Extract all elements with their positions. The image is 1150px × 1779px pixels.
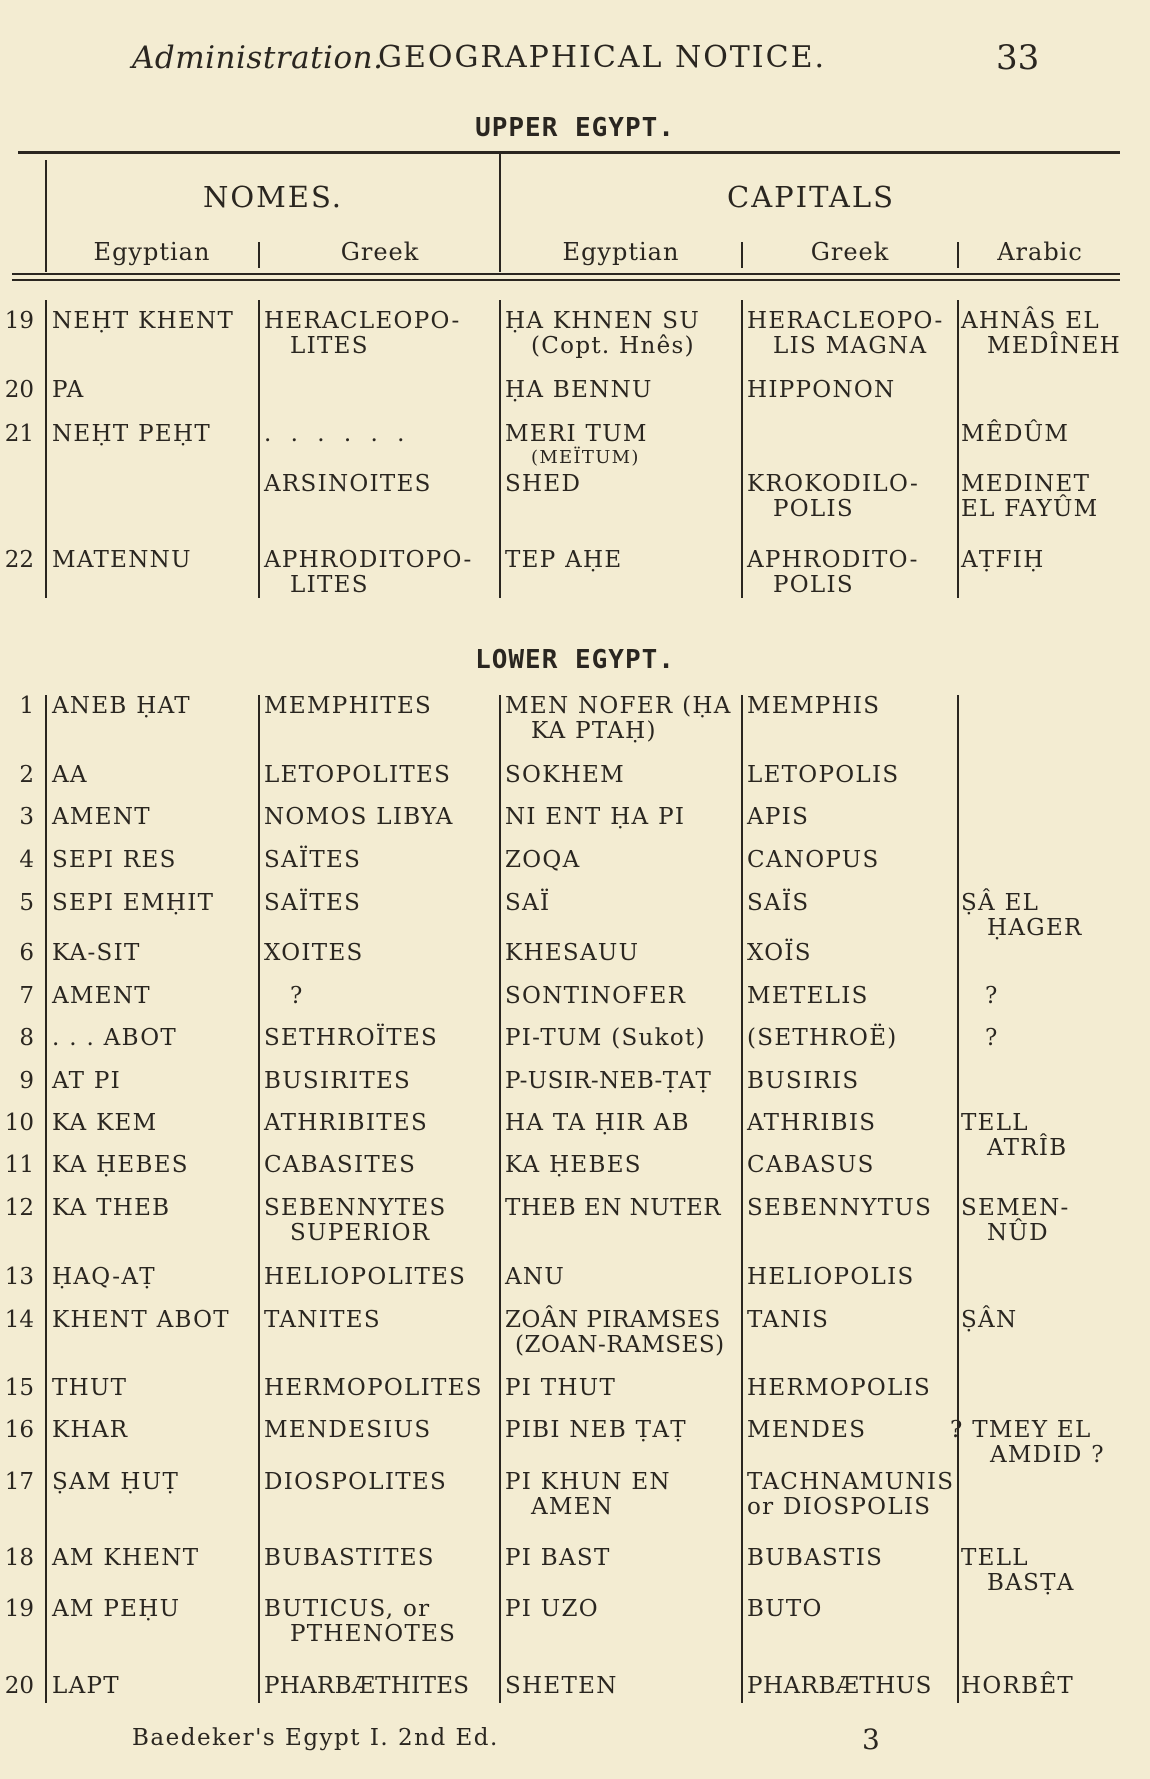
nome-egyptian: AMENT — [52, 804, 151, 830]
nome-number: 21 — [4, 421, 34, 447]
nome-number: 10 — [4, 1110, 34, 1136]
nome-greek: TANITES — [264, 1307, 381, 1333]
nome-egyptian: KA-SIT — [52, 940, 141, 966]
nome-number: 11 — [4, 1152, 34, 1178]
capital-greek: BUTO — [747, 1596, 823, 1622]
lower-rule-2 — [258, 695, 260, 1703]
nome-greek: NOMOS LIBYA — [264, 804, 454, 830]
capital-greek: ATHRIBIS — [747, 1110, 877, 1136]
capital-egyptian: PI THUT — [505, 1375, 617, 1401]
upper-rule-4 — [741, 300, 743, 598]
nome-egyptian: LAPT — [52, 1673, 120, 1699]
lower-rule-1 — [45, 695, 47, 1703]
nome-egyptian: KHENT ABOT — [52, 1307, 230, 1333]
capital-arabic: ? — [985, 1025, 999, 1051]
nome-egyptian: KA KEM — [52, 1110, 158, 1136]
upper-rule-3 — [499, 300, 501, 598]
upper-rule-1 — [45, 300, 47, 598]
table-top-rule — [18, 151, 1120, 154]
capital-greek: LETOPOLIS — [747, 762, 900, 788]
nome-egyptian: SEPI RES — [52, 847, 177, 873]
nome-greek: HELIOPOLITES — [264, 1264, 467, 1290]
nome-greek: BUBASTITES — [264, 1545, 435, 1571]
nome-greek: DIOSPOLITES — [264, 1469, 448, 1495]
capital-egyptian: KA ḤEBES — [505, 1152, 642, 1178]
header-divider-left — [45, 160, 47, 272]
nome-egyptian: AT PI — [52, 1068, 122, 1094]
subhead-capital-egyptian: Egyptian — [562, 238, 680, 266]
capital-arabic: ? — [985, 983, 999, 1009]
header-divider-middle — [499, 154, 501, 272]
nome-greek: . . . . . . — [264, 421, 411, 447]
nome-egyptian: NEḤT KHENT — [52, 308, 235, 334]
nome-egyptian: . . . ABOT — [52, 1025, 178, 1051]
nome-number: 2 — [19, 762, 34, 788]
upper-egypt-heading: UPPER EGYPT. — [475, 113, 675, 143]
capital-greek: KROKODILO- POLIS — [747, 471, 920, 522]
capital-egyptian: PI UZO — [505, 1596, 599, 1622]
capital-greek: MENDES — [747, 1417, 867, 1443]
capital-greek: HELIOPOLIS — [747, 1264, 915, 1290]
capital-greek: BUSIRIS — [747, 1068, 860, 1094]
nome-number: 7 — [19, 983, 34, 1009]
nome-number: 9 — [19, 1068, 34, 1094]
nome-greek: XOITES — [264, 940, 364, 966]
nome-greek: PHARBÆTHITES — [264, 1673, 470, 1699]
capital-arabic: SEMEN- NÛD — [961, 1195, 1070, 1246]
subhead-nome-egyptian: Egyptian — [93, 238, 211, 266]
capital-egyptian: SHED — [505, 471, 582, 497]
nome-greek: HERACLEOPO- LITES — [264, 308, 461, 359]
nome-number: 1 — [19, 693, 34, 719]
capital-egyptian: TEP AḤE — [505, 547, 623, 573]
capital-greek: BUBASTIS — [747, 1545, 884, 1571]
capital-greek: HERMOPOLIS — [747, 1375, 932, 1401]
nome-number: 14 — [4, 1307, 34, 1333]
capital-arabic: ṢÂN — [961, 1307, 1018, 1333]
header-divider-nomes — [258, 242, 260, 268]
capital-egyptian: SHETEN — [505, 1673, 618, 1699]
nomes-column-header: NOMES. — [202, 180, 344, 214]
nome-greek: HERMOPOLITES — [264, 1375, 483, 1401]
nome-egyptian: SEPI EMḤIT — [52, 890, 215, 916]
nome-number: 13 — [4, 1264, 34, 1290]
nome-number: 22 — [4, 547, 34, 573]
capital-egyptian: KHESAUU — [505, 940, 640, 966]
header-rule-upper — [12, 273, 1120, 275]
nome-greek: SAÏTES — [264, 847, 362, 873]
nome-number: 8 — [19, 1025, 34, 1051]
nome-greek: APHRODITOPO- LITES — [264, 547, 473, 598]
capitals-column-header: CAPITALS — [727, 180, 895, 214]
nome-number: 15 — [4, 1375, 34, 1401]
capital-greek: METELIS — [747, 983, 869, 1009]
capital-greek: SAÏS — [747, 890, 810, 916]
nome-number: 6 — [19, 940, 34, 966]
nome-greek: BUSIRITES — [264, 1068, 412, 1094]
subhead-capital-greek: Greek — [810, 238, 890, 266]
nome-egyptian: ḤAQ-AṬ — [52, 1264, 156, 1290]
nome-greek: MEMPHITES — [264, 693, 433, 719]
nome-egyptian: MATENNU — [52, 547, 192, 573]
capital-egyptian: NI ENT ḤA PI — [505, 804, 686, 830]
page-number: 33 — [996, 38, 1040, 78]
capital-egyptian: P-USIR-NEB-ṬAṬ — [505, 1068, 712, 1094]
nome-number: 20 — [4, 377, 34, 403]
capital-egyptian: PIBI NEB ṬAṬ — [505, 1417, 687, 1443]
upper-rule-2 — [258, 300, 260, 598]
signature-mark: 3 — [862, 1723, 880, 1756]
capital-egyptian: SOKHEM — [505, 762, 625, 788]
capital-egyptian: PI KHUN EN AMEN — [505, 1469, 671, 1520]
nome-egyptian: AM KHENT — [52, 1545, 200, 1571]
nome-egyptian: AA — [52, 762, 88, 788]
nome-number: 20 — [4, 1673, 34, 1699]
capital-greek: HERACLEOPO- LIS MAGNA — [747, 308, 944, 359]
capital-arabic: HORBÊT — [961, 1673, 1075, 1699]
nome-egyptian: ANEB ḤAT — [52, 693, 191, 719]
nome-number: 17 — [4, 1469, 34, 1495]
nome-number: 3 — [19, 804, 34, 830]
nome-greek: ? — [290, 983, 304, 1009]
nome-greek: SAÏTES — [264, 890, 362, 916]
nome-number: 19 — [4, 308, 34, 334]
capital-egyptian: HA TA ḤIR AB — [505, 1110, 690, 1136]
capital-arabic: ? TMEY EL AMDID ? — [950, 1417, 1105, 1468]
capital-greek: MEMPHIS — [747, 693, 881, 719]
capital-egyptian: ZOQA — [505, 847, 581, 873]
lower-rule-3 — [499, 695, 501, 1703]
header-divider-capitals-1 — [741, 242, 743, 268]
nome-egyptian: PA — [52, 377, 85, 403]
nome-greek: SEBENNYTES SUPERIOR — [264, 1195, 447, 1246]
subhead-nome-greek: Greek — [340, 238, 420, 266]
capital-greek: TACHNAMUNIS or DIOSPOLIS — [747, 1469, 955, 1520]
nome-number: 18 — [4, 1545, 34, 1571]
nome-greek: CABASITES — [264, 1152, 417, 1178]
capital-egyptian: SONTINOFER — [505, 983, 687, 1009]
capital-arabic: MEDINET EL FAYÛM — [961, 471, 1099, 522]
nome-number: 19 — [4, 1596, 34, 1622]
nome-egyptian: KA THEB — [52, 1195, 171, 1221]
lower-egypt-heading: LOWER EGYPT. — [475, 645, 675, 675]
nome-number: 5 — [19, 890, 34, 916]
nome-number: 16 — [4, 1417, 34, 1443]
capital-egyptian: THEB EN NUTER — [505, 1195, 722, 1221]
page-footer — [0, 1725, 1150, 1755]
nome-egyptian: THUT — [52, 1375, 128, 1401]
capital-greek: APHRODITO- POLIS — [747, 547, 919, 598]
capital-egyptian: ḤA BENNU — [505, 377, 653, 403]
nome-greek: LETOPOLITES — [264, 762, 452, 788]
nome-egyptian: KHAR — [52, 1417, 129, 1443]
running-head-title: GEOGRAPHICAL NOTICE. — [378, 40, 827, 75]
upper-rule-5 — [957, 300, 959, 598]
capital-greek: HIPPONON — [747, 377, 896, 403]
nome-number: 12 — [4, 1195, 34, 1221]
running-head — [0, 38, 1150, 78]
nome-egyptian: NEḤT PEḤT — [52, 421, 211, 447]
footer-imprint: Baedeker's Egypt I. 2nd Ed. — [132, 1725, 499, 1751]
capital-arabic: ṢÂ EL ḤAGER — [961, 890, 1083, 941]
capital-egyptian: SAÏ — [505, 890, 551, 916]
nome-greek: SETHROÏTES — [264, 1025, 439, 1051]
capital-greek: APIS — [747, 804, 810, 830]
capital-egyptian: ANU — [505, 1264, 566, 1290]
capital-greek: PHARBÆTHUS — [747, 1673, 932, 1699]
subhead-capital-arabic: Arabic — [997, 238, 1083, 266]
nome-egyptian: ṢAM ḤUṬ — [52, 1469, 180, 1495]
capital-egyptian: ḤA KHNEN SU (Copt. Hnês) — [505, 308, 701, 359]
capital-egyptian: MERI TUM (MEÏTUM) — [505, 421, 648, 468]
capital-arabic: MÊDÛM — [961, 421, 1070, 447]
lower-rule-4 — [741, 695, 743, 1703]
capital-egyptian: ZOÂN PIRAMSES (ZOAN-RAMSES) — [505, 1307, 725, 1358]
header-divider-capitals-2 — [957, 242, 959, 268]
nome-greek: ARSINOITES — [264, 471, 432, 497]
capital-greek: SEBENNYTUS — [747, 1195, 933, 1221]
capital-arabic: AHNÂS EL MEDÎNEH — [961, 308, 1121, 359]
nome-number: 4 — [19, 847, 34, 873]
nome-egyptian: AMENT — [52, 983, 151, 1009]
lower-rule-5 — [957, 695, 959, 1703]
capital-egyptian: PI-TUM (Sukot) — [505, 1025, 706, 1051]
nome-egyptian: KA ḤEBES — [52, 1152, 189, 1178]
nome-greek: BUTICUS, or PTHENOTES — [264, 1596, 457, 1647]
running-head-section: Administration. — [132, 40, 384, 76]
capital-greek: CANOPUS — [747, 847, 880, 873]
capital-greek: CABASUS — [747, 1152, 875, 1178]
capital-egyptian: MEN NOFER (ḤA KA PTAḤ) — [505, 693, 732, 744]
capital-greek: (SETHROË) — [747, 1025, 898, 1051]
nome-greek: MENDESIUS — [264, 1417, 432, 1443]
capital-greek: XOÏS — [747, 940, 812, 966]
header-rule-lower — [12, 279, 1120, 281]
capital-arabic: AṬFIḤ — [961, 547, 1045, 573]
nome-greek: ATHRIBITES — [264, 1110, 429, 1136]
capital-arabic: TELL BASṬA — [961, 1545, 1075, 1596]
capital-greek: TANIS — [747, 1307, 830, 1333]
capital-arabic: TELL ATRÎB — [961, 1110, 1068, 1161]
nome-egyptian: AM PEḤU — [52, 1596, 181, 1622]
capital-egyptian: PI BAST — [505, 1545, 611, 1571]
